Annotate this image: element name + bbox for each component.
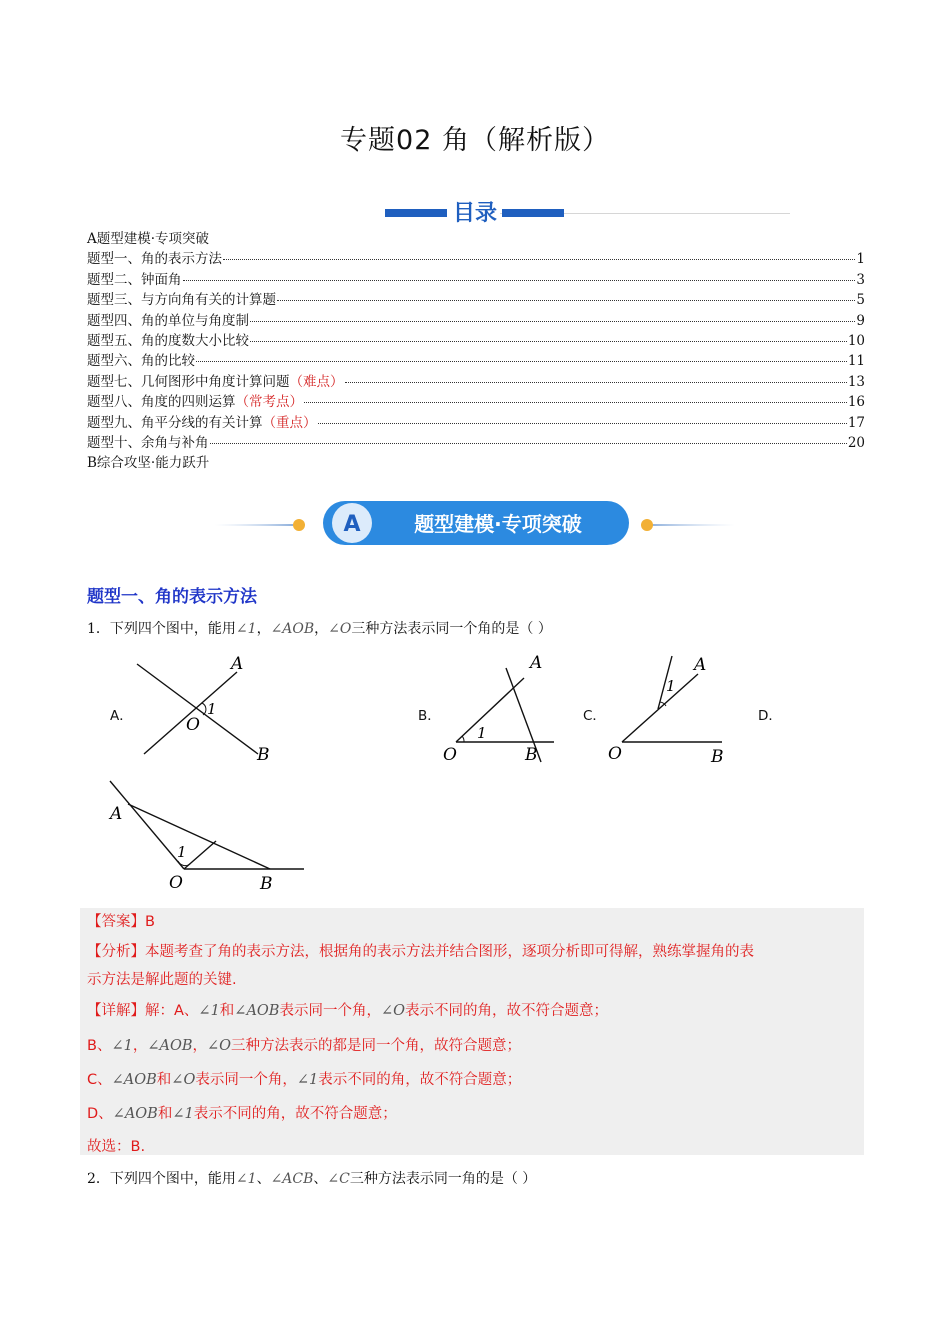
toc-entry-page: 13 — [847, 373, 865, 390]
q1-text-pre: 1．下列四个图中，能用 — [87, 621, 236, 637]
toc-entry[interactable] — [87, 290, 865, 310]
fig-c-label-a: A — [694, 655, 707, 675]
detail-a-and: 和 — [219, 1003, 235, 1019]
banner-text: 题型建模·专项突破 — [414, 512, 582, 536]
toc-entry-label: 题型二、钟面角 — [87, 271, 182, 288]
banner-rule-left — [215, 524, 293, 526]
option-c-label: C． — [583, 708, 606, 724]
toc-entry-page: 17 — [847, 414, 865, 431]
toc-entry-page: 10 — [847, 333, 865, 350]
toc-entry[interactable] — [87, 433, 865, 453]
banner-dot-left — [293, 519, 305, 531]
question-1 — [87, 618, 552, 638]
conclusion-text: 故选：B. — [87, 1139, 146, 1155]
toc-entry[interactable] — [87, 392, 865, 412]
toc-entry[interactable] — [87, 372, 865, 392]
q2-sep-1: 、 — [256, 1171, 271, 1187]
toc-section-a[interactable] — [87, 229, 865, 249]
detail-b-sep-2: ， — [192, 1038, 207, 1054]
detail-d-and: 和 — [157, 1106, 173, 1122]
detail-d-pre: D、 — [87, 1106, 113, 1122]
table-of-contents — [87, 229, 865, 474]
detail-line-a — [87, 999, 608, 1020]
toc-entry-label: 题型十、余角与补角 — [87, 435, 209, 452]
q1-math-2: ∠AOB — [270, 621, 315, 637]
toc-entry-label: 题型九、角平分线的有关计算 — [87, 414, 263, 431]
toc-entry[interactable] — [87, 249, 865, 269]
figure-option-c — [604, 650, 734, 770]
detail-c-math-2: ∠O — [171, 1072, 196, 1088]
toc-heading: 目录 — [452, 201, 497, 226]
detail-line-b — [87, 1034, 521, 1055]
q2-text-post: 三种方法表示同一角的是（ ） — [349, 1171, 537, 1187]
fig-a-line-ob — [137, 664, 258, 754]
toc-entry-label: 题型七、几何图形中角度计算问题 — [87, 373, 290, 390]
analysis-tag: 【分析】 — [87, 944, 145, 960]
toc-entry-label: 题型八、角度的四则运算 — [87, 394, 236, 411]
q1-text-post: 三种方法表示同一个角的是（ ） — [351, 621, 552, 637]
detail-line-c — [87, 1068, 521, 1089]
fig-d-label-o: O — [169, 873, 183, 893]
detail-a-math-3: ∠O — [380, 1003, 406, 1019]
figure-option-d — [100, 775, 310, 900]
fig-d-line-ab — [128, 804, 270, 869]
toc-entry-label: 题型六、角的比较 — [87, 353, 195, 370]
detail-b-post: 三种方法表示的都是同一个角，故符合题意； — [231, 1038, 522, 1054]
detail-b-math-2: ∠AOB — [147, 1038, 193, 1054]
toc-entry-tag: （重点） — [262, 414, 317, 431]
detail-c-pre: C、 — [87, 1072, 112, 1088]
toc-section-b-label: B综合攻坚·能力跃升 — [87, 455, 210, 472]
toc-entry-label: 题型四、角的单位与角度制 — [87, 312, 249, 329]
detail-a-post: 表示不同的角，故不符合题意； — [405, 1003, 609, 1019]
fig-a-label-o: O — [186, 715, 200, 735]
toc-entry-page: 5 — [856, 292, 865, 309]
detail-d-post: 表示不同的角，故不符合题意； — [193, 1106, 397, 1122]
fig-a-label-a: A — [231, 654, 244, 674]
banner-letter: A — [343, 512, 361, 537]
fig-b-label-a: A — [530, 653, 543, 673]
fig-b-label-o: O — [443, 745, 457, 765]
detail-b-pre: B、 — [87, 1038, 112, 1054]
toc-entry-page: 11 — [847, 353, 865, 370]
detail-c-mid: 表示同一个角， — [195, 1072, 297, 1088]
detail-a-pre: 解：A、 — [145, 1003, 199, 1019]
toc-entry-page: 16 — [847, 394, 865, 411]
answer-value: B — [145, 914, 155, 930]
analysis-line-2 — [87, 968, 237, 989]
fig-d-label-1: 1 — [177, 843, 187, 861]
toc-entry-page: 9 — [856, 312, 865, 329]
detail-b-math-1: ∠1 — [111, 1038, 133, 1054]
detail-c-math-3: ∠1 — [296, 1072, 319, 1088]
detail-c-and: 和 — [156, 1072, 172, 1088]
q2-math-3: ∠C — [327, 1171, 350, 1187]
fig-b-label-b: B — [525, 745, 538, 765]
analysis-line-1 — [87, 940, 754, 961]
toc-entry-label: 题型三、与方向角有关的计算题 — [87, 292, 276, 309]
fig-a-line-oa — [144, 672, 237, 754]
toc-entry[interactable] — [87, 351, 865, 371]
toc-entry-label: 题型五、角的度数大小比较 — [87, 333, 249, 350]
toc-heading-bar-right — [502, 209, 564, 217]
q2-math-1: ∠1 — [235, 1171, 257, 1187]
figure-option-a — [130, 650, 290, 770]
q1-math-3: ∠O — [328, 621, 352, 637]
fig-c-line-oa — [622, 674, 698, 742]
toc-section-b[interactable] — [87, 453, 865, 473]
banner-dot-right — [641, 519, 653, 531]
toc-entry-page: 1 — [856, 251, 865, 268]
q1-sep-2: ， — [314, 621, 329, 637]
figure-option-b — [436, 650, 566, 770]
toc-entry-page: 20 — [847, 435, 865, 452]
detail-c-post: 表示不同的角，故不符合题意； — [318, 1072, 522, 1088]
q2-text-pre: 2．下列四个图中，能用 — [87, 1171, 236, 1187]
option-b-label: B． — [418, 708, 441, 724]
toc-entry[interactable] — [87, 331, 865, 351]
fig-a-label-1: 1 — [207, 700, 217, 718]
toc-section-a-label: A题型建模·专项突破 — [87, 231, 210, 247]
fig-d-label-a: A — [110, 804, 123, 824]
detail-b-sep-1: ， — [132, 1038, 148, 1054]
toc-entry-tag: （难点） — [289, 373, 344, 390]
detail-a-math-2: ∠AOB — [234, 1003, 280, 1019]
detail-tag: 【详解】 — [87, 1003, 145, 1019]
option-d-label: D． — [758, 708, 782, 724]
toc-entry[interactable] — [87, 311, 865, 331]
detail-d-math-2: ∠1 — [172, 1106, 194, 1122]
toc-entry[interactable] — [87, 270, 865, 290]
detail-d-math-1: ∠AOB — [112, 1106, 158, 1122]
option-a-label: A． — [110, 708, 133, 724]
toc-entry-tag: （常考点） — [235, 394, 303, 411]
detail-b-math-3: ∠O — [207, 1038, 232, 1054]
q1-math-1: ∠1 — [235, 621, 257, 637]
section-title: 题型一、角的表示方法 — [87, 587, 257, 607]
conclusion-line — [87, 1135, 145, 1156]
detail-c-math-1: ∠AOB — [111, 1072, 157, 1088]
section-banner — [215, 499, 735, 549]
toc-entry-label: 题型一、角的表示方法 — [87, 251, 222, 268]
q1-sep-1: ， — [256, 621, 271, 637]
fig-c-label-1: 1 — [666, 677, 676, 695]
toc-heading-bar-left — [385, 209, 447, 217]
banner-rule-right — [651, 524, 735, 526]
fig-d-label-b: B — [260, 874, 273, 894]
analysis-text-1: 本题考查了角的表示方法，根据角的表示方法并结合图形，逐项分析即可得解，熟练掌握角的表 — [145, 944, 754, 960]
toc-entry[interactable] — [87, 413, 865, 433]
detail-line-d — [87, 1102, 397, 1123]
answer-line — [87, 910, 155, 931]
fig-b-angle-arc — [462, 736, 464, 742]
q2-sep-2: 、 — [313, 1171, 328, 1187]
document-title: 专题02 角（解析版） — [340, 125, 610, 156]
q2-math-2: ∠ACB — [270, 1171, 314, 1187]
answer-tag: 【答案】 — [87, 914, 145, 930]
fig-c-label-o: O — [608, 744, 622, 764]
fig-c-label-b: B — [711, 747, 724, 767]
fig-b-label-1: 1 — [477, 724, 487, 742]
question-2 — [87, 1168, 536, 1188]
analysis-text-2: 示方法是解此题的关键. — [87, 972, 237, 988]
detail-a-mid: 表示同一个角， — [279, 1003, 381, 1019]
fig-a-label-b: B — [257, 745, 270, 765]
detail-a-math-1: ∠1 — [198, 1003, 220, 1019]
toc-entry-page: 3 — [856, 271, 865, 288]
